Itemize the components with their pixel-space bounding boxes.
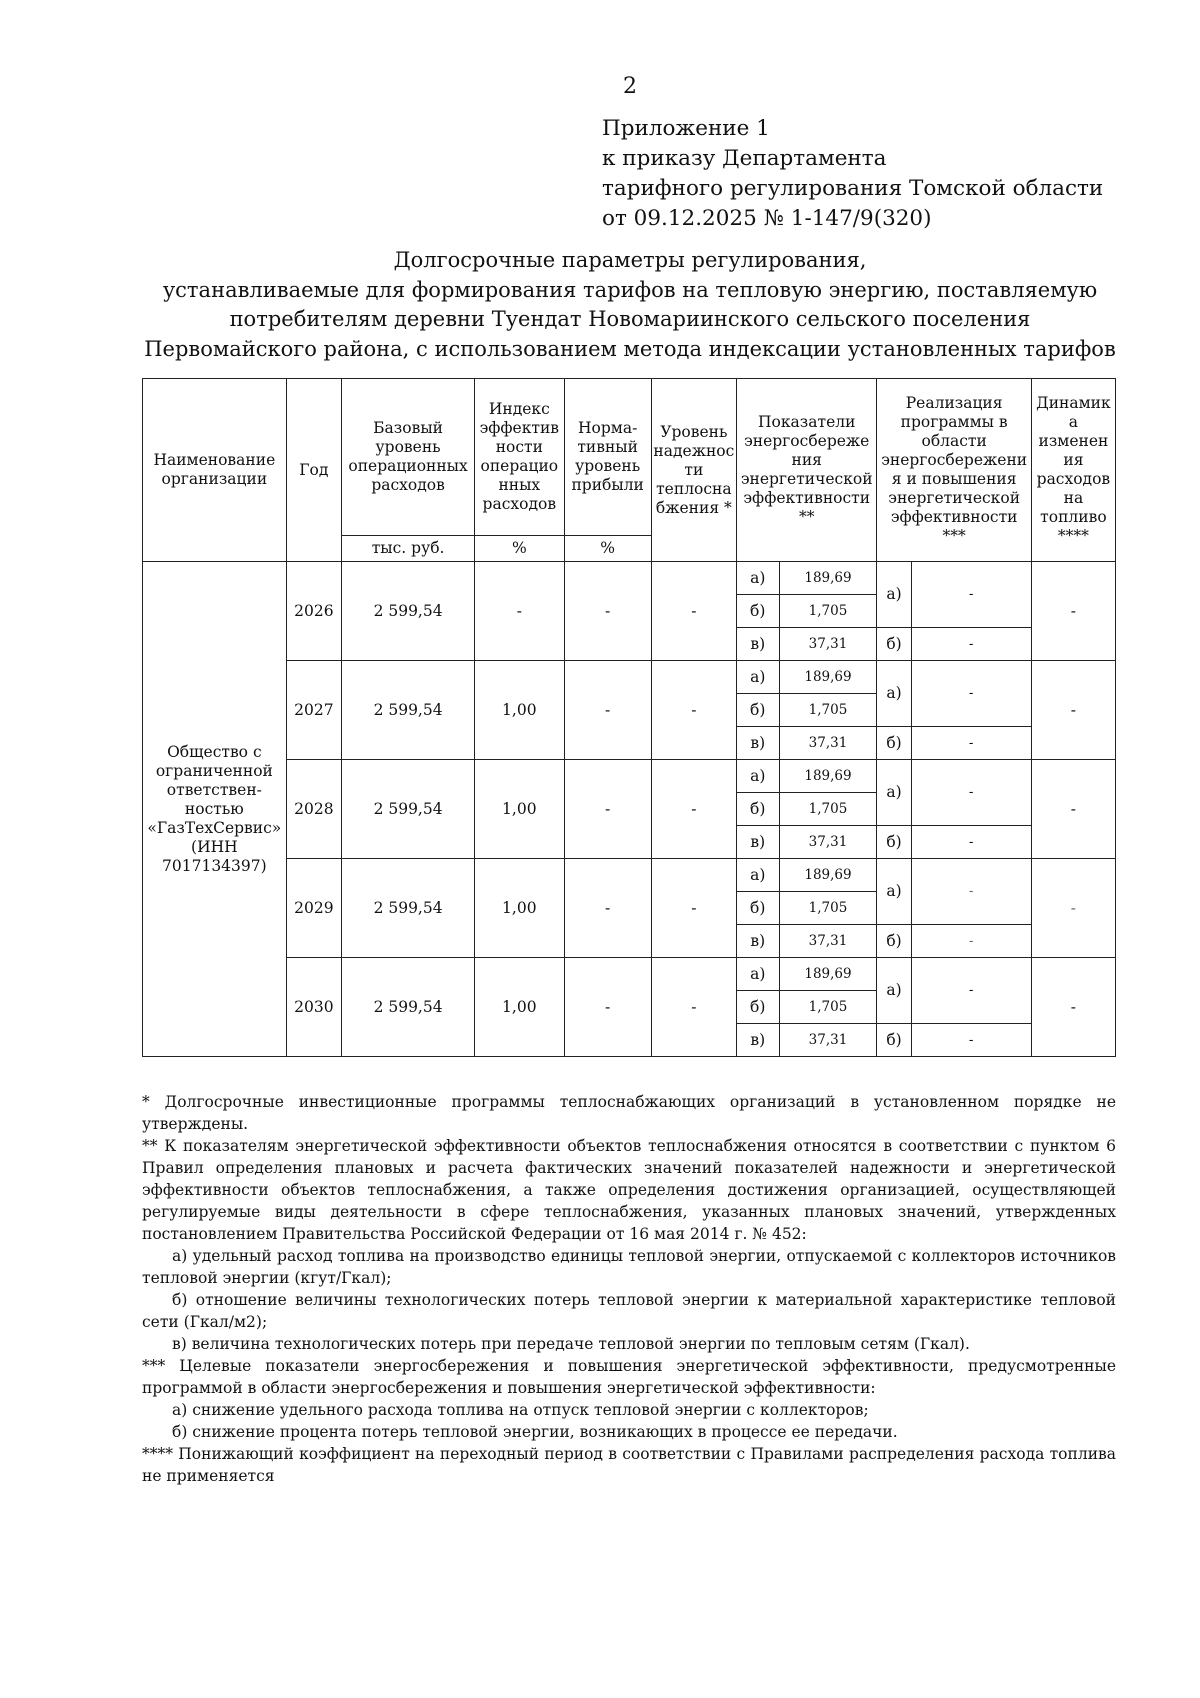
- indicator-value: 1,705: [779, 595, 877, 628]
- indicator-value: 37,31: [779, 628, 877, 661]
- program-value: -: [911, 1024, 1031, 1057]
- indicator-value: 189,69: [779, 958, 877, 991]
- program-value: -: [911, 958, 1031, 1024]
- profit-cell: -: [564, 760, 651, 859]
- program-label: а): [877, 859, 911, 925]
- footnote-item: а) удельный расход топлива на производство единицы тепловой энергии, отпускаемой с коллекторов источников тепловой энергии (кгут/Гкал);: [142, 1247, 1116, 1287]
- program-label: б): [877, 628, 911, 661]
- indicator-label: в): [736, 1024, 779, 1057]
- indicator-value: 37,31: [779, 727, 877, 760]
- footnote: ** К показателям энергетической эффективности объектов теплоснабжения относятся в соответствии с пунктом 6 Правил определения плановых и расчета фактических значений показателей надежности и энергетической эффективности объектов теплоснабжения, а также определения достижения организацией, осуществляющей регулируемые виды деятельности в сфере теплоснабжения, указанных плановых значений, утвержденных постановлением Правительства Российской Федерации от 16 мая 2014 г. № 452:: [142, 1137, 1116, 1243]
- indicator-label: б): [736, 991, 779, 1024]
- year-cell: 2029: [286, 859, 341, 958]
- header-energy: Показатели энергосбереже ния энергетической эффективности **: [736, 379, 877, 562]
- parameters-table: [142, 378, 1116, 1057]
- footnote: *** Целевые показатели энергосбережения и повышения энергетической эффективности, предусмотренные программой в области энергосбережения и повышения энергетической эффективности:: [142, 1357, 1116, 1397]
- program-value: -: [911, 661, 1031, 727]
- appendix-line: тарифного регулирования Томской области: [602, 176, 1104, 201]
- year-cell: 2030: [286, 958, 341, 1057]
- indicator-label: а): [736, 859, 779, 892]
- indicator-label: б): [736, 595, 779, 628]
- footnote: **** Понижающий коэффициент на переходный период в соответствии с Правилами распределения расхода топлива не применяется: [142, 1445, 1116, 1485]
- table-row: [143, 760, 1116, 793]
- program-label: б): [877, 826, 911, 859]
- indicator-value: 1,705: [779, 991, 877, 1024]
- program-value: -: [911, 727, 1031, 760]
- indicator-label: б): [736, 892, 779, 925]
- footnote-item: а) снижение удельного расхода топлива на отпуск тепловой энергии с коллекторов;: [172, 1401, 869, 1419]
- profit-cell: -: [564, 562, 651, 661]
- indicator-value: 37,31: [779, 1024, 877, 1057]
- program-label: б): [877, 1024, 911, 1057]
- table-row: [143, 562, 1116, 595]
- fuel-dynamics-cell: -: [1031, 859, 1115, 958]
- header-reliability: Уровень надежнос ти теплосна бжения *: [651, 379, 736, 562]
- program-value: -: [911, 925, 1031, 958]
- reliability-cell: -: [651, 661, 736, 760]
- fuel-dynamics-cell: -: [1031, 760, 1115, 859]
- indicator-label: а): [736, 661, 779, 694]
- title-line: Первомайского района, с использованием метода индексации установленных тарифов: [144, 336, 1116, 361]
- indicator-label: в): [736, 925, 779, 958]
- program-label: а): [877, 958, 911, 1024]
- table-row: [143, 859, 1116, 892]
- header-profit: Норма-тивный уровень прибыли: [564, 379, 651, 536]
- year-cell: 2026: [286, 562, 341, 661]
- title-line: Долгосрочные параметры регулирования,: [393, 248, 867, 272]
- base-cost-cell: 2 599,54: [342, 562, 475, 661]
- table-row: [143, 661, 1116, 694]
- indicator-label: а): [736, 760, 779, 793]
- efficiency-index-cell: 1,00: [475, 958, 564, 1057]
- appendix-line: от 09.12.2025 № 1-147/9(320): [602, 206, 932, 231]
- header-base: Базовый уровень операционных расходов: [342, 379, 475, 536]
- header-year: Год: [286, 379, 341, 562]
- unit-profit: %: [564, 536, 651, 562]
- title-line: потребителям деревни Туендат Новомариинского сельского поселения: [229, 307, 1031, 331]
- table-row: [143, 958, 1116, 991]
- indicator-label: в): [736, 628, 779, 661]
- profit-cell: -: [564, 958, 651, 1057]
- header-index: Индекс эффектив ности операцио нных расходов: [475, 379, 564, 536]
- title-line: устанавливаемые для формирования тарифов на тепловую энергию, поставляемую: [162, 277, 1098, 302]
- program-label: б): [877, 727, 911, 760]
- efficiency-index-cell: -: [475, 562, 564, 661]
- header-fuel: Динамик а изменен ия расходов на топливо ****: [1031, 379, 1115, 562]
- appendix-line: Приложение 1: [602, 116, 770, 141]
- document-title: [130, 246, 1130, 364]
- footnote-item: б) отношение величины технологических потерь тепловой энергии к материальной характеристике тепловой сети (Гкал/м2);: [142, 1291, 1116, 1331]
- indicator-label: в): [736, 826, 779, 859]
- fuel-dynamics-cell: -: [1031, 958, 1115, 1057]
- reliability-cell: -: [651, 958, 736, 1057]
- base-cost-cell: 2 599,54: [342, 859, 475, 958]
- indicator-value: 1,705: [779, 892, 877, 925]
- indicator-value: 189,69: [779, 562, 877, 595]
- program-label: а): [877, 760, 911, 826]
- indicator-label: б): [736, 694, 779, 727]
- base-cost-cell: 2 599,54: [342, 958, 475, 1057]
- footnote-item: в) величина технологических потерь при передаче тепловой энергии по тепловым сетям (Гкал).: [172, 1335, 970, 1353]
- indicator-value: 189,69: [779, 859, 877, 892]
- footnote: * Долгосрочные инвестиционные программы теплоснабжающих организаций в установленном порядке не утверждены.: [142, 1093, 1116, 1133]
- page-number: 2: [623, 74, 637, 99]
- profit-cell: -: [564, 859, 651, 958]
- base-cost-cell: 2 599,54: [342, 661, 475, 760]
- indicator-value: 189,69: [779, 760, 877, 793]
- indicator-value: 1,705: [779, 793, 877, 826]
- program-value: -: [911, 760, 1031, 826]
- year-cell: 2028: [286, 760, 341, 859]
- program-label: а): [877, 562, 911, 628]
- year-cell: 2027: [286, 661, 341, 760]
- reliability-cell: -: [651, 760, 736, 859]
- unit-base: тыс. руб.: [342, 536, 475, 562]
- appendix-block: [602, 114, 1103, 234]
- reliability-cell: -: [651, 562, 736, 661]
- indicator-value: 37,31: [779, 826, 877, 859]
- indicator-label: а): [736, 562, 779, 595]
- header-program: Реализация программы в области энергосбережени я и повышения энергетической эффективности ***: [877, 379, 1031, 562]
- program-value: -: [911, 826, 1031, 859]
- organization-name: Общество с ограниченной ответствен-ностью «ГазТехСервис» (ИНН 7017134397): [143, 562, 287, 1057]
- indicator-label: в): [736, 727, 779, 760]
- appendix-line: к приказу Департамента: [602, 146, 887, 171]
- indicator-label: б): [736, 793, 779, 826]
- program-label: б): [877, 925, 911, 958]
- reliability-cell: -: [651, 859, 736, 958]
- program-value: -: [911, 628, 1031, 661]
- indicator-value: 189,69: [779, 661, 877, 694]
- indicator-value: 1,705: [779, 694, 877, 727]
- base-cost-cell: 2 599,54: [342, 760, 475, 859]
- indicator-label: а): [736, 958, 779, 991]
- efficiency-index-cell: 1,00: [475, 760, 564, 859]
- profit-cell: -: [564, 661, 651, 760]
- program-label: а): [877, 661, 911, 727]
- fuel-dynamics-cell: -: [1031, 661, 1115, 760]
- program-value: -: [911, 859, 1031, 925]
- fuel-dynamics-cell: -: [1031, 562, 1115, 661]
- efficiency-index-cell: 1,00: [475, 859, 564, 958]
- footnote-item: б) снижение процента потерь тепловой энергии, возникающих в процессе ее передачи.: [172, 1423, 898, 1441]
- header-org: Наименование организации: [143, 379, 287, 562]
- unit-index: %: [475, 536, 564, 562]
- footnotes: [142, 1091, 1116, 1487]
- indicator-value: 37,31: [779, 925, 877, 958]
- efficiency-index-cell: 1,00: [475, 661, 564, 760]
- program-value: -: [911, 562, 1031, 628]
